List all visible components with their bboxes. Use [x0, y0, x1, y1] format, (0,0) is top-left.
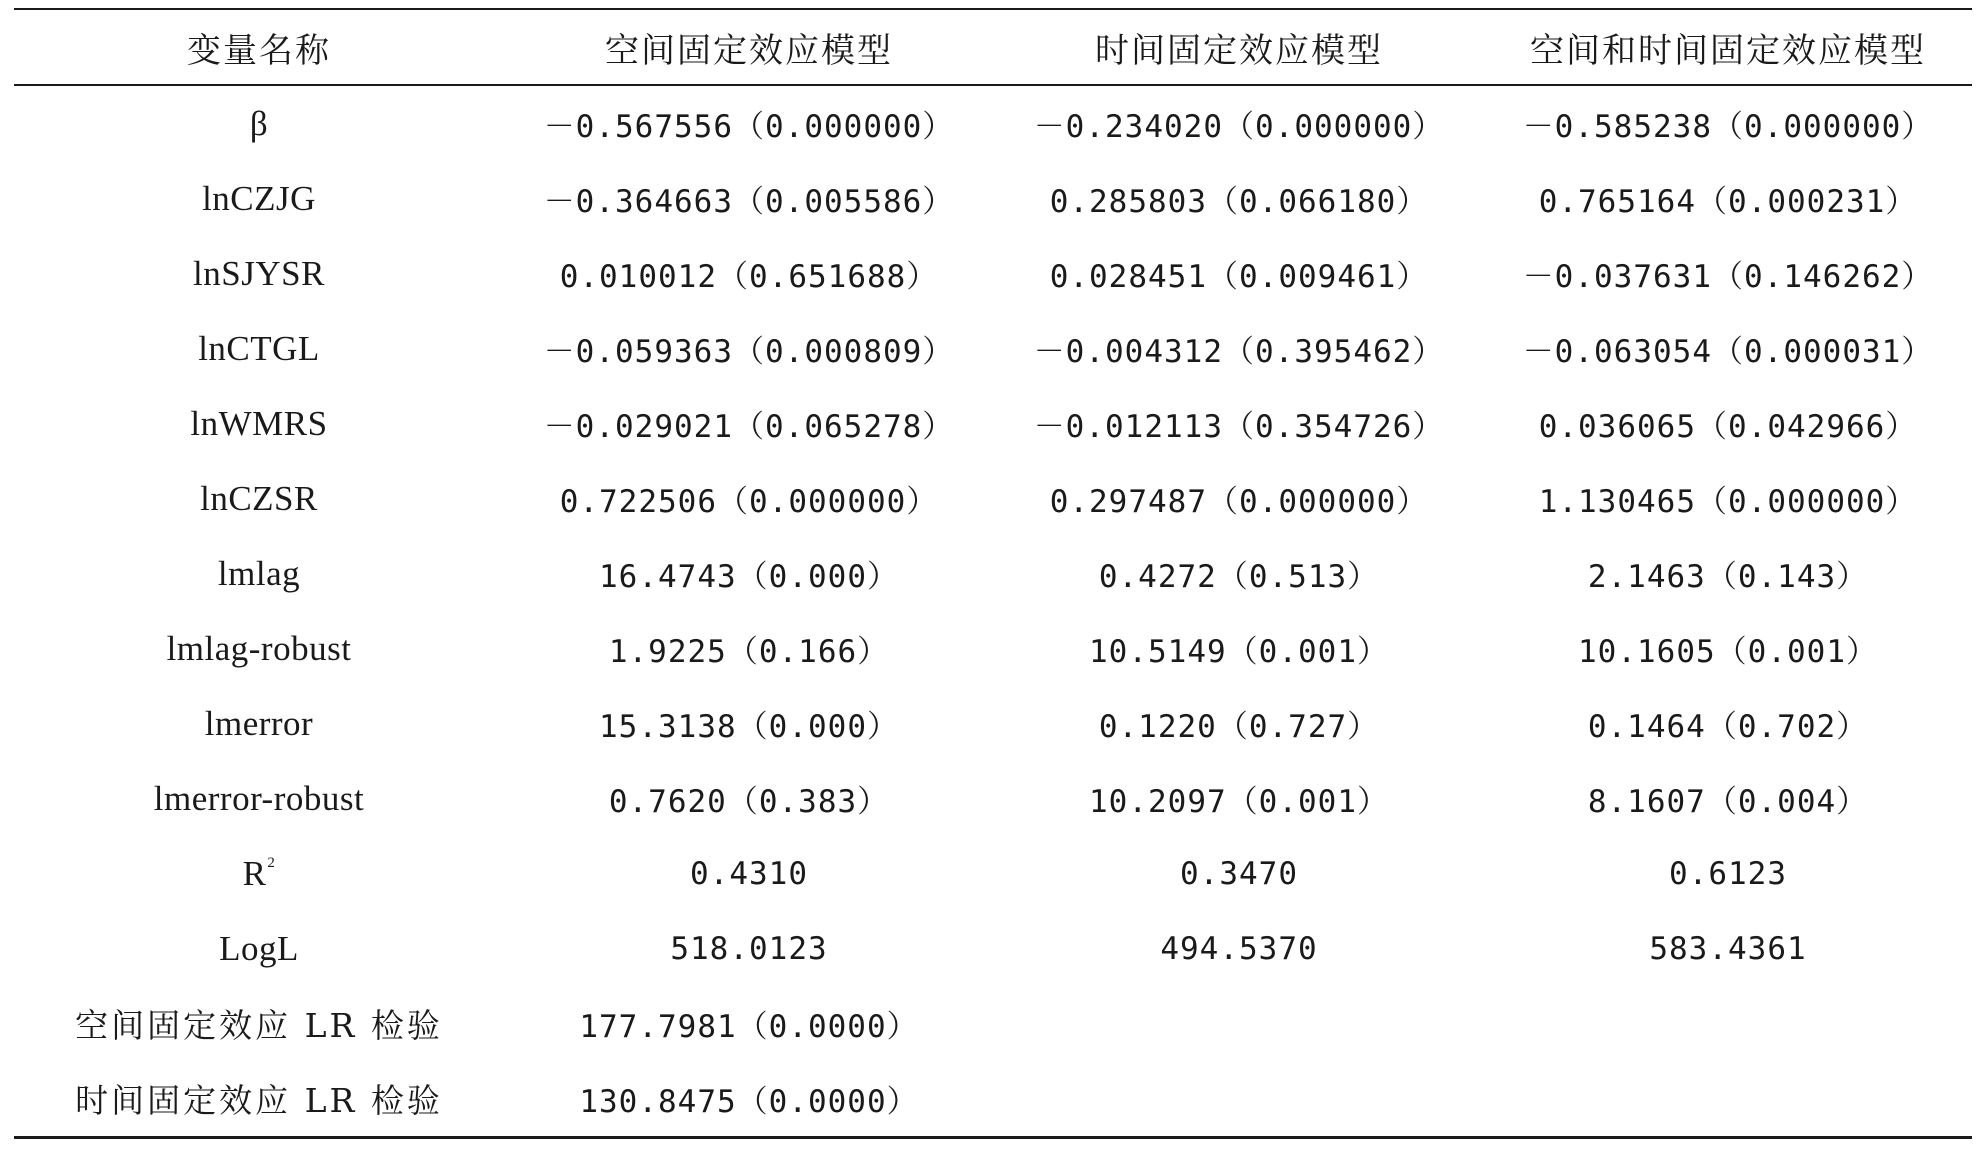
- cell-spatial-fixed: －0.567556（0.000000）: [543, 109, 955, 145]
- cell-spatial-fixed: 177.7981（0.0000）: [579, 1009, 919, 1045]
- cell-spatial-time-fixed: 0.6123: [1669, 855, 1787, 892]
- table-row: [14, 911, 1972, 986]
- cell-time-fixed: 0.285803（0.066180）: [1049, 184, 1429, 220]
- cell-time-fixed: 0.028451（0.009461）: [1049, 259, 1429, 295]
- row-variable: 空间固定效应 LR 检验: [75, 1006, 443, 1045]
- row-variable: LogL: [219, 928, 299, 968]
- cell-spatial-fixed: 0.010012（0.651688）: [559, 259, 939, 295]
- table-body: [14, 86, 1972, 1136]
- cell-time-fixed: 0.1220（0.727）: [1098, 709, 1380, 745]
- row-variable: lmerror-robust: [153, 778, 365, 818]
- row-variable: lnWMRS: [190, 403, 328, 443]
- cell-spatial-time-fixed: 8.1607（0.004）: [1587, 784, 1869, 820]
- table-row: [14, 1061, 1972, 1136]
- cell-time-fixed: －0.004312（0.395462）: [1033, 334, 1445, 370]
- row-variable-base: R: [242, 853, 267, 893]
- header-spatial-fixed-model: 空间固定效应模型: [605, 30, 893, 71]
- cell-time-fixed: 10.5149（0.001）: [1089, 634, 1389, 670]
- cell-spatial-time-fixed: 0.765164（0.000231）: [1538, 184, 1918, 220]
- cell-time-fixed: 10.2097（0.001）: [1089, 784, 1389, 820]
- table-row: [14, 236, 1972, 311]
- regression-table: [14, 8, 1972, 1139]
- cell-spatial-time-fixed: －0.063054（0.000031）: [1522, 334, 1934, 370]
- cell-time-fixed: －0.012113（0.354726）: [1033, 409, 1445, 445]
- row-variable-superscript: 2: [267, 854, 276, 871]
- cell-spatial-fixed: 0.722506（0.000000）: [559, 484, 939, 520]
- table-row: [14, 686, 1972, 761]
- cell-time-fixed: －0.234020（0.000000）: [1033, 109, 1445, 145]
- row-variable: lmlag: [217, 553, 301, 593]
- table-row: [14, 611, 1972, 686]
- row-variable: lnCTGL: [198, 328, 320, 368]
- cell-spatial-time-fixed: 583.4361: [1649, 930, 1807, 967]
- cell-spatial-fixed: －0.029021（0.065278）: [543, 409, 955, 445]
- header-time-fixed-model: 时间固定效应模型: [1095, 30, 1383, 71]
- table-row: [14, 86, 1972, 161]
- cell-spatial-fixed: 1.9225（0.166）: [608, 634, 890, 670]
- cell-spatial-fixed: 0.7620（0.383）: [608, 784, 890, 820]
- table-header-row: [14, 10, 1972, 84]
- cell-spatial-fixed: 15.3138（0.000）: [599, 709, 899, 745]
- cell-spatial-fixed: －0.364663（0.005586）: [543, 184, 955, 220]
- table-row: [14, 761, 1972, 836]
- row-variable: lmlag-robust: [166, 628, 352, 668]
- table-row: [14, 536, 1972, 611]
- cell-spatial-fixed: 518.0123: [670, 930, 828, 967]
- cell-spatial-time-fixed: 0.1464（0.702）: [1587, 709, 1869, 745]
- cell-spatial-time-fixed: 10.1605（0.001）: [1578, 634, 1878, 670]
- cell-time-fixed: 0.297487（0.000000）: [1049, 484, 1429, 520]
- row-variable: 时间固定效应 LR 检验: [75, 1081, 443, 1120]
- cell-spatial-time-fixed: 0.036065（0.042966）: [1538, 409, 1918, 445]
- table-row: [14, 836, 1972, 911]
- cell-time-fixed: 494.5370: [1160, 930, 1318, 967]
- cell-spatial-fixed: 130.8475（0.0000）: [579, 1084, 919, 1120]
- table-row: [14, 311, 1972, 386]
- cell-time-fixed: 0.4272（0.513）: [1098, 559, 1380, 595]
- cell-spatial-fixed: 16.4743（0.000）: [599, 559, 899, 595]
- cell-spatial-time-fixed: －0.585238（0.000000）: [1522, 109, 1934, 145]
- cell-spatial-fixed: －0.059363（0.000809）: [543, 334, 955, 370]
- header-spatial-time-fixed-model: 空间和时间固定效应模型: [1530, 30, 1926, 71]
- cell-spatial-time-fixed: 1.130465（0.000000）: [1538, 484, 1918, 520]
- header-variable-name: 变量名称: [187, 30, 331, 71]
- table-row: [14, 386, 1972, 461]
- row-variable: lnCZJG: [202, 178, 316, 218]
- table-row: [14, 986, 1972, 1061]
- row-variable: lnCZSR: [200, 478, 318, 518]
- row-variable: lmerror: [204, 703, 314, 743]
- row-variable: lnSJYSR: [193, 253, 325, 293]
- row-variable: [14, 854, 504, 894]
- row-variable: β: [249, 103, 269, 143]
- cell-spatial-fixed: 0.4310: [690, 855, 808, 892]
- cell-spatial-time-fixed: 2.1463（0.143）: [1587, 559, 1869, 595]
- cell-time-fixed: 0.3470: [1180, 855, 1298, 892]
- table-bottom-rule: [14, 1136, 1972, 1139]
- table-row: [14, 461, 1972, 536]
- cell-spatial-time-fixed: －0.037631（0.146262）: [1522, 259, 1934, 295]
- table-row: [14, 161, 1972, 236]
